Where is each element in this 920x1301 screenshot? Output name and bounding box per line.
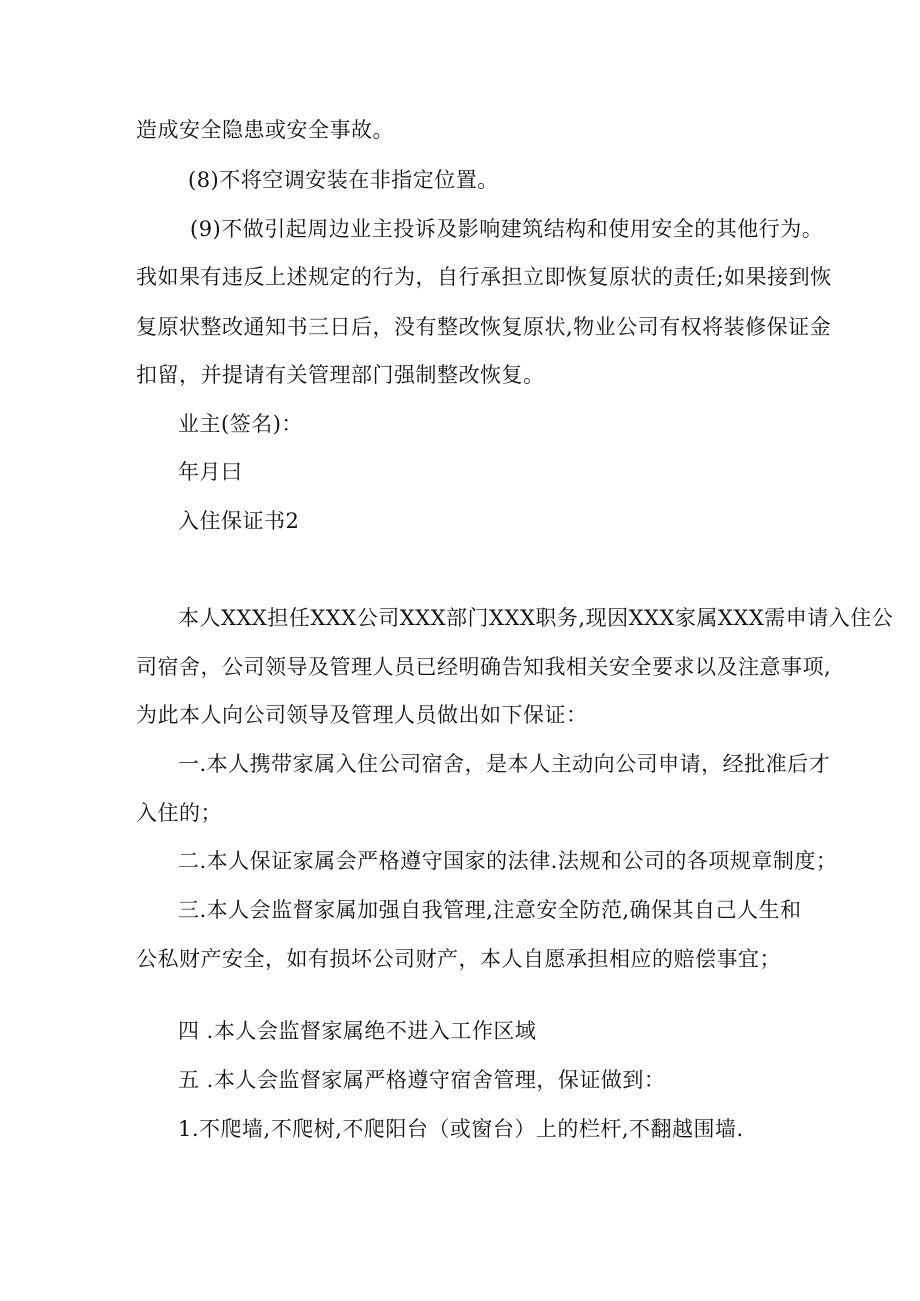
text-line: 三.本人会监督家属加强自我管理,注意安全防范,确保其自己人生和 [178,898,802,922]
text-line: 我如果有违反上述规定的行为，自行承担立即恢复原状的责任;如果接到恢 [136,265,832,289]
date-label: 年月曰 [178,460,243,484]
text-line: 1.不爬墙,不爬树,不爬阳台（或窗台）上的栏杆,不翻越围墙. [178,1117,744,1141]
text-line: 五 .本人会监督家属严格遵守宿舍管理，保证做到： [178,1068,666,1092]
text-line: (9)不做引起周边业主投诉及影响建筑结构和使用安全的其他行为。 [190,217,824,241]
text-line: 四 .本人会监督家属绝不进入工作区域 [178,1019,537,1043]
text-line: 造成安全隐患或安全事故。 [136,118,394,142]
signature-label: 业主(签名)： [178,412,303,436]
text-line: 司宿舍，公司领导及管理人员已经明确告知我相关安全要求以及注意事项, [136,655,832,679]
text-line: 本人XXX担任XXX公司XXX部门XXX职务,现因XXX家属XXX需申请入住公 [178,606,894,630]
text-line: 一.本人携带家属入住公司宿舍，是本人主动向公司申请，经批准后才 [178,752,831,776]
text-line: 二.本人保证家属会严格遵守国家的法律.法规和公司的各项规章制度； [178,849,838,873]
section-title: 入住保证书2 [178,509,300,533]
text-line: 公私财产安全，如有损坏公司财产，本人自愿承担相应的赔偿事宜； [136,947,781,971]
text-line: 入住的； [136,801,222,825]
text-line: 扣留，并提请有关管理部门强制整改恢复。 [136,363,545,387]
text-line: 为此本人向公司领导及管理人员做出如下保证： [136,703,588,727]
text-line: (8)不将空调安装在非指定位置。 [188,168,499,192]
text-line: 复原状整改通知书三日后，没有整改恢复原状,物业公司有权将装修保证金 [136,315,832,339]
